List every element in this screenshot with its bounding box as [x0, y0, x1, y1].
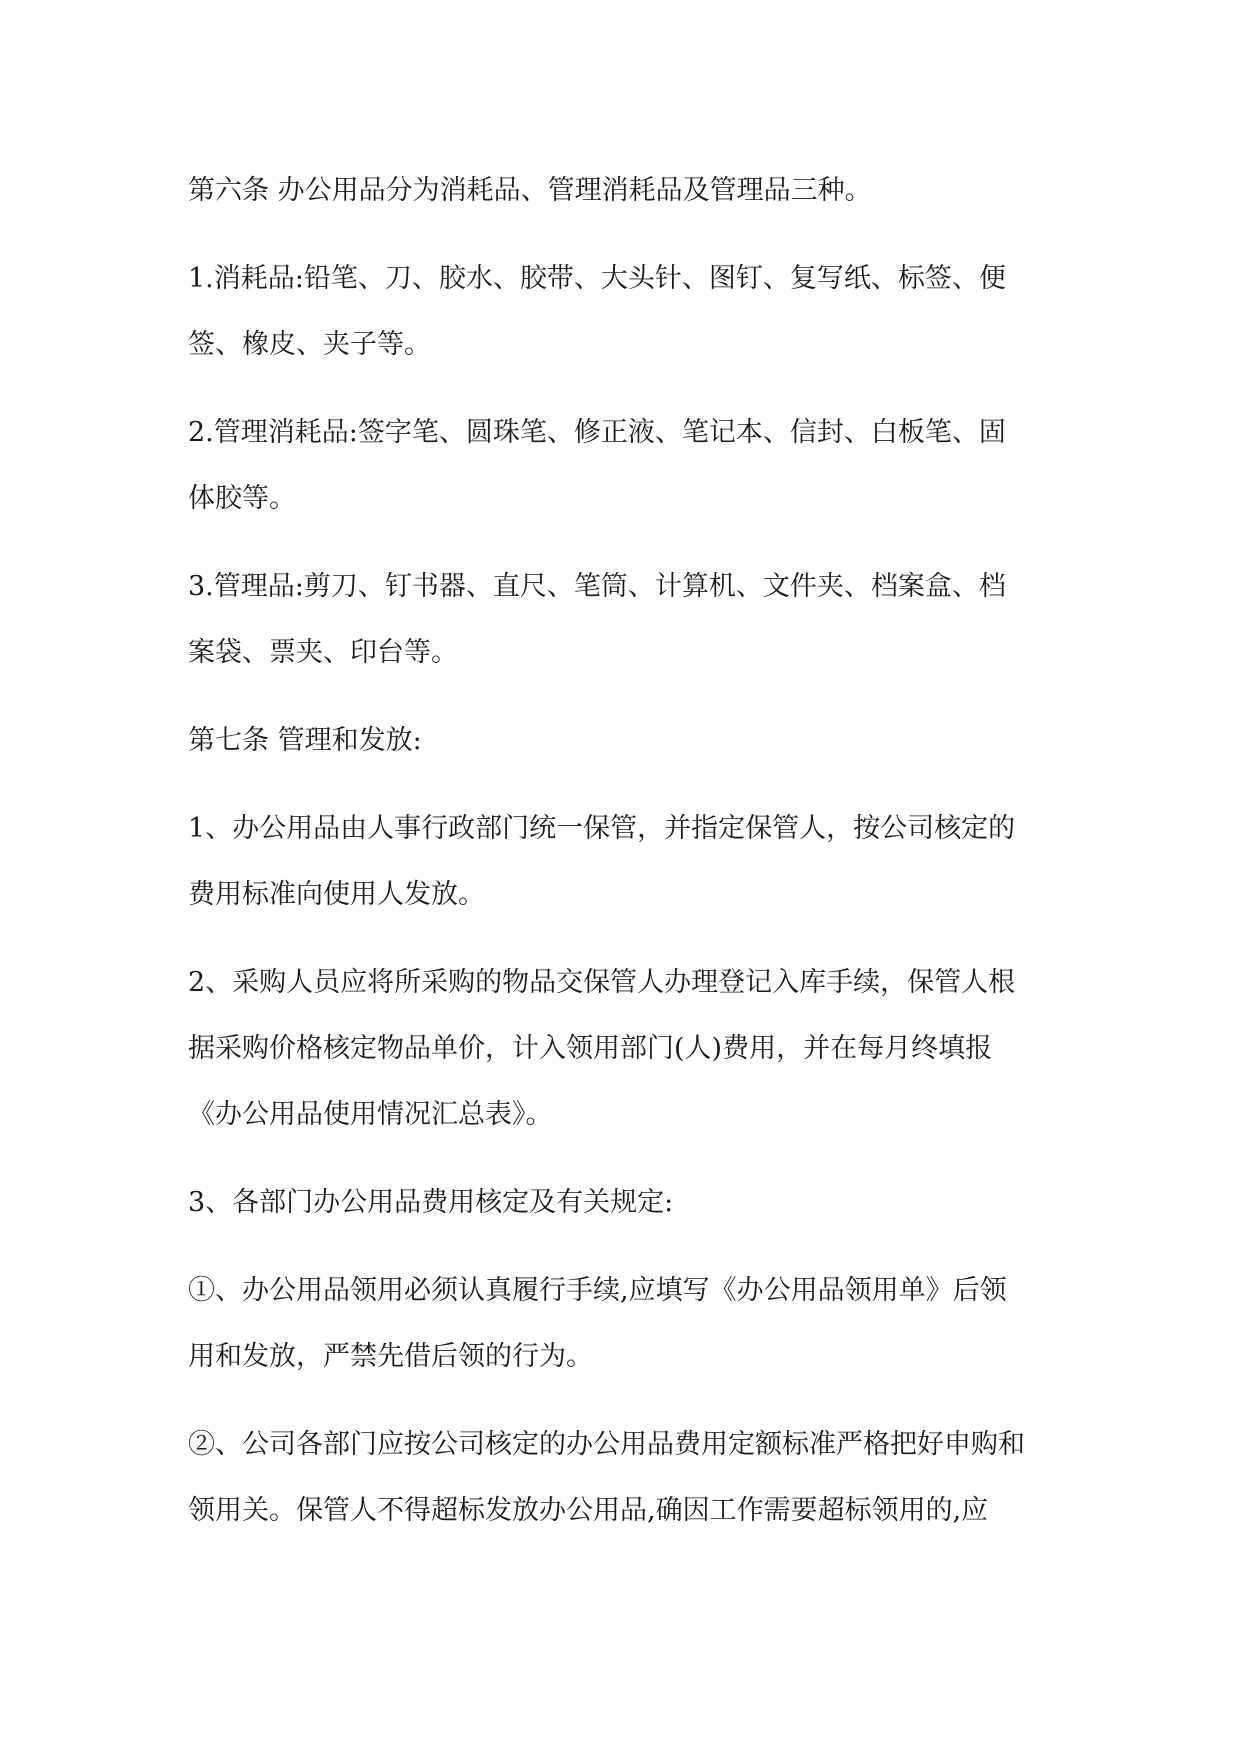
- rule-3: [188, 1170, 1088, 1236]
- sub-rule-1: [188, 1258, 1088, 1390]
- text-line: 1、办公用品由人事行政部门统一保管，并指定保管人，按公司核定的: [188, 813, 1016, 844]
- text-line: 体胶等。: [188, 483, 296, 514]
- managed-consumables-item: [188, 400, 1088, 532]
- text-line: 据采购价格核定物品单价，计入领用部门(人)费用，并在每月终填报: [188, 1033, 993, 1064]
- text-line: 1.消耗品:铅笔、刀、胶水、胶带、大头针、图钉、复写纸、标签、便: [188, 263, 1006, 294]
- document-body: [188, 158, 1088, 1566]
- consumables-item: [188, 246, 1088, 378]
- rule-1: [188, 796, 1088, 928]
- text-line: ②、公司各部门应按公司核定的办公用品费用定额标准严格把好申购和: [188, 1429, 1025, 1460]
- text-line: 3、各部门办公用品费用核定及有关规定:: [188, 1187, 674, 1218]
- text-line: 案袋、票夹、印台等。: [188, 637, 458, 668]
- text-line: 第七条 管理和发放:: [188, 725, 422, 756]
- text-line: ①、办公用品领用必须认真履行手续,应填写《办公用品领用单》后领: [188, 1275, 1007, 1306]
- sub-rule-2: [188, 1412, 1088, 1544]
- text-line: 费用标准向使用人发放。: [188, 879, 485, 910]
- text-line: 签、橡皮、夹子等。: [188, 329, 431, 360]
- text-line: 用和发放，严禁先借后领的行为。: [188, 1341, 593, 1372]
- managed-items-item: [188, 554, 1088, 686]
- rule-2: [188, 950, 1088, 1148]
- text-line: 第六条 办公用品分为消耗品、管理消耗品及管理品三种。: [188, 175, 872, 206]
- text-line: 《办公用品使用情况汇总表》。: [188, 1099, 553, 1130]
- text-line: 2、采购人员应将所采购的物品交保管人办理登记入库手续，保管人根: [188, 967, 1016, 998]
- text-line: 2.管理消耗品:签字笔、圆珠笔、修正液、笔记本、信封、白板笔、固: [188, 417, 1006, 448]
- text-line: 3.管理品:剪刀、钉书器、直尺、笔筒、计算机、文件夹、档案盒、档: [188, 571, 1006, 602]
- article-6-heading: [188, 158, 1088, 224]
- article-7-heading: [188, 708, 1088, 774]
- text-line: 领用关。保管人不得超标发放办公用品,确因工作需要超标领用的,应: [188, 1495, 989, 1526]
